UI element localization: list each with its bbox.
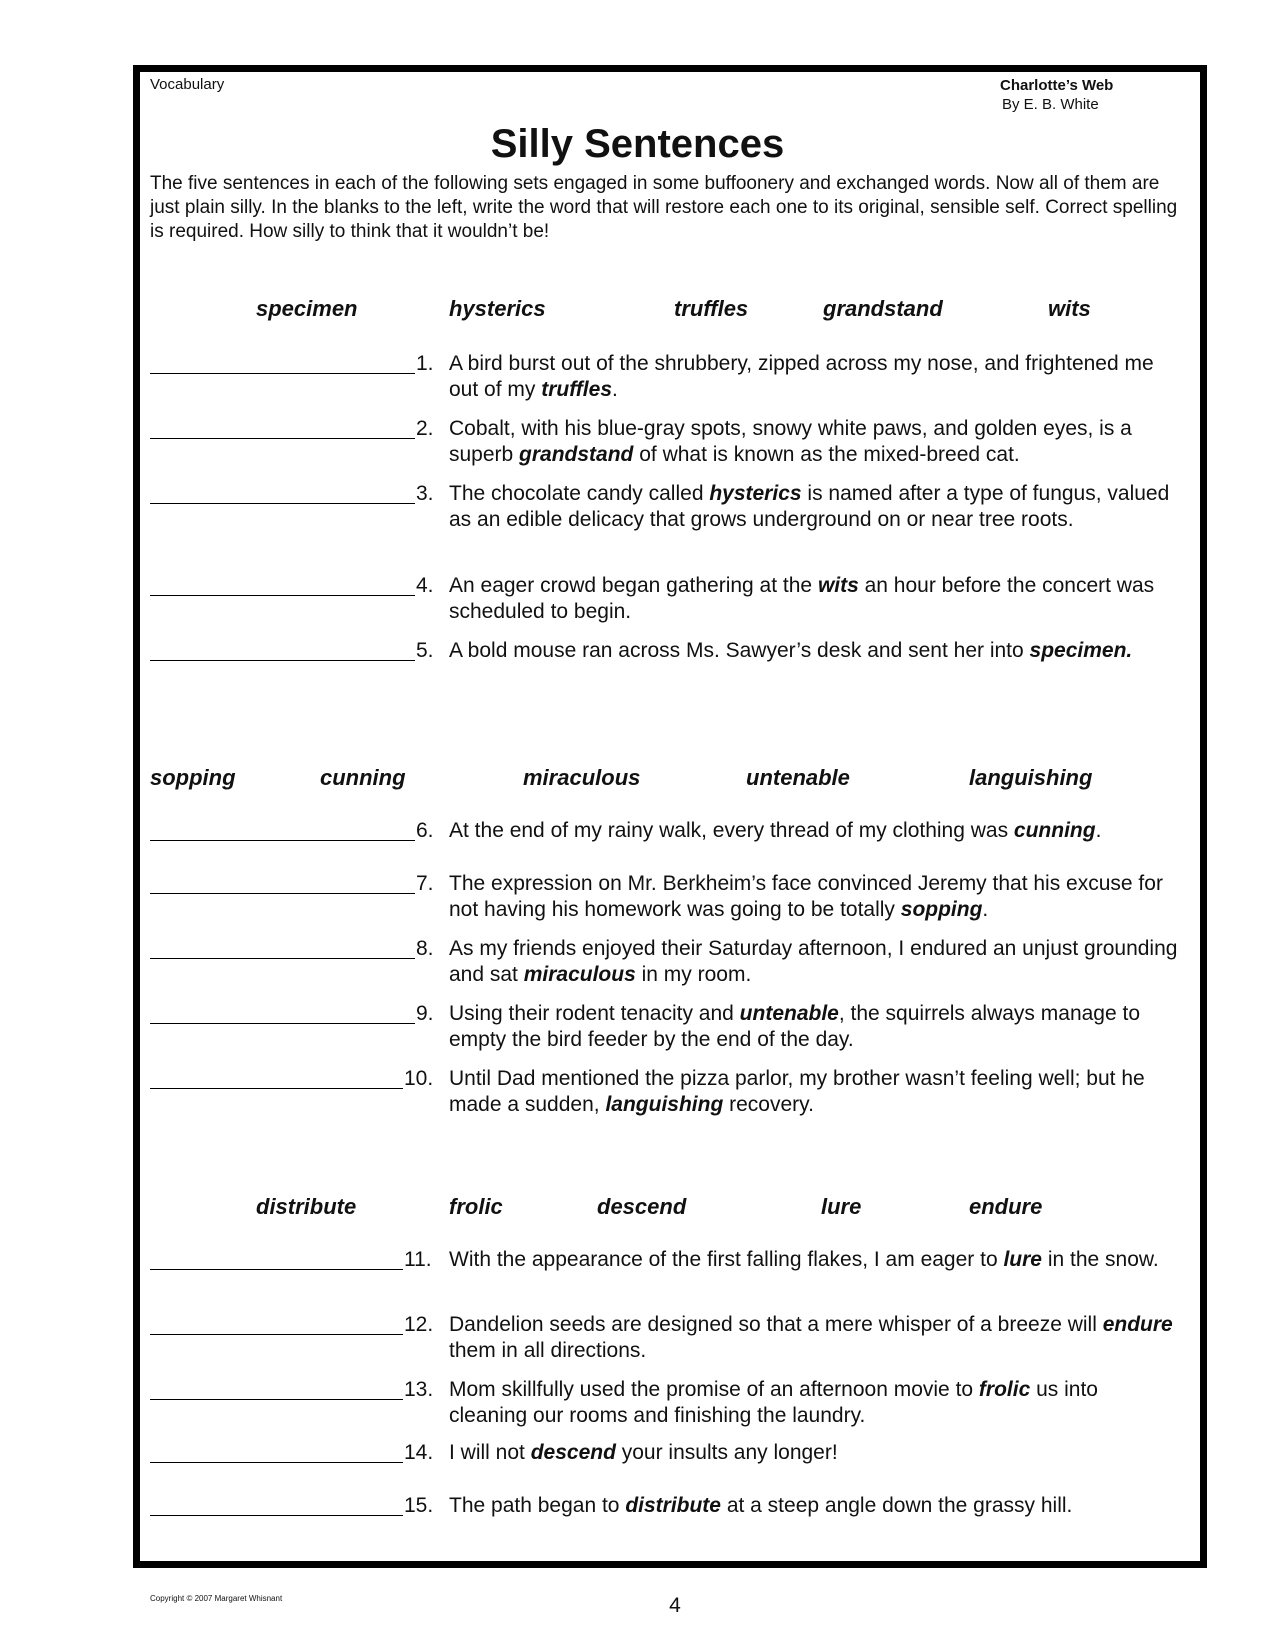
question-item xyxy=(150,481,1180,533)
question-number: 12. xyxy=(404,1313,434,1336)
answer-blank[interactable] xyxy=(150,351,415,374)
question-item xyxy=(150,638,1180,664)
book-info xyxy=(1000,76,1113,114)
question-text: The path began to distribute at a steep angle down the grassy hill. xyxy=(449,1494,1073,1517)
word-bank-item: hysterics xyxy=(449,296,546,321)
word-bank-item: wits xyxy=(1048,296,1091,321)
question-number: 2. xyxy=(416,417,434,440)
answer-blank[interactable] xyxy=(150,573,415,596)
silly-word: truffles xyxy=(541,378,612,401)
question-number: 10. xyxy=(404,1067,434,1090)
word-bank-item: languishing xyxy=(969,765,1093,790)
question-item xyxy=(150,1377,1180,1429)
answer-blank[interactable] xyxy=(150,818,415,841)
answer-blank[interactable] xyxy=(150,416,415,439)
answer-blank[interactable] xyxy=(150,1493,403,1516)
section-label: Vocabulary xyxy=(150,76,225,93)
silly-word: wits xyxy=(817,574,859,597)
answer-blank[interactable] xyxy=(150,936,415,959)
question-text: Until Dad mentioned the pizza parlor, my brother wasn’t feeling well; but he made a sudden, languishing recovery. xyxy=(449,1067,1145,1116)
silly-word: hysterics xyxy=(709,482,802,505)
question-number: 3. xyxy=(416,482,434,505)
question-text: With the appearance of the first falling flakes, I am eager to lure in the snow. xyxy=(449,1248,1159,1271)
silly-word: specimen. xyxy=(1029,639,1133,662)
question-text: An eager crowd began gathering at the wits an hour before the concert was scheduled to begin. xyxy=(449,574,1155,623)
silly-word: lure xyxy=(1003,1248,1042,1271)
word-bank-item: specimen xyxy=(256,296,358,321)
page-title: Silly Sentences xyxy=(490,122,785,166)
word-bank-item: frolic xyxy=(449,1194,503,1219)
question-number: 6. xyxy=(416,819,434,842)
question-number: 9. xyxy=(416,1002,434,1025)
question-text: Using their rodent tenacity and untenable, the squirrels always manage to empty the bird feeder by the end of the day. xyxy=(449,1002,1141,1051)
question-number: 4. xyxy=(416,574,434,597)
question-item xyxy=(150,573,1180,625)
answer-blank[interactable] xyxy=(150,481,415,504)
question-text: As my friends enjoyed their Saturday afternoon, I endured an unjust grounding and sat miraculous in my room. xyxy=(449,937,1178,986)
question-text: Mom skillfully used the promise of an afternoon movie to frolic us into cleaning our rooms and finishing the laundry. xyxy=(449,1378,1098,1427)
question-item xyxy=(150,1440,1180,1466)
word-bank-item: miraculous xyxy=(523,765,641,790)
question-number: 14. xyxy=(404,1441,434,1464)
silly-word: endure xyxy=(1102,1313,1173,1336)
question-number: 1. xyxy=(416,352,434,375)
question-item xyxy=(150,351,1180,403)
question-item xyxy=(150,936,1180,988)
question-text: Cobalt, with his blue-gray spots, snowy white paws, and golden eyes, is a superb grandstand of what is known as the mixed-breed cat. xyxy=(449,417,1132,466)
silly-word: miraculous xyxy=(523,963,636,986)
answer-blank[interactable] xyxy=(150,1312,403,1335)
question-item xyxy=(150,1247,1180,1273)
silly-word: distribute xyxy=(625,1494,721,1517)
word-bank-item: truffles xyxy=(674,296,749,321)
question-item xyxy=(150,1312,1180,1364)
question-number: 7. xyxy=(416,872,434,895)
question-text: The chocolate candy called hysterics is named after a type of fungus, valued as an edible delicacy that grows underground on or near tree roots. xyxy=(449,482,1170,531)
silly-word: untenable xyxy=(739,1002,839,1025)
silly-word: grandstand xyxy=(519,443,634,466)
question-number: 15. xyxy=(404,1494,434,1517)
word-bank-item: cunning xyxy=(320,765,406,790)
question-item xyxy=(150,1066,1180,1118)
question-item xyxy=(150,416,1180,468)
silly-word: cunning xyxy=(1013,819,1096,842)
answer-blank[interactable] xyxy=(150,871,415,894)
word-bank-item: untenable xyxy=(746,765,850,790)
page-number: 4 xyxy=(669,1594,681,1617)
word-bank-item: grandstand xyxy=(823,296,943,321)
question-number: 8. xyxy=(416,937,434,960)
answer-blank[interactable] xyxy=(150,1066,403,1089)
question-number: 11. xyxy=(404,1248,432,1271)
question-text: Dandelion seeds are designed so that a mere whisper of a breeze will endure them in all directions. xyxy=(449,1313,1173,1362)
silly-word: languishing xyxy=(605,1093,724,1116)
question-item xyxy=(150,871,1180,923)
question-text: At the end of my rainy walk, every thread of my clothing was cunning. xyxy=(449,819,1102,842)
silly-word: frolic xyxy=(978,1378,1031,1401)
question-text: A bold mouse ran across Ms. Sawyer’s desk and sent her into specimen. xyxy=(449,639,1133,662)
book-title: Charlotte’s Web xyxy=(1000,77,1114,94)
question-text: The expression on Mr. Berkheim’s face convinced Jeremy that his excuse for not having his homework was going to be totally sopping. xyxy=(449,872,1163,921)
instructions: The five sentences in each of the following sets engaged in some buffoonery and exchanged words. Now all of them are just plain silly. In the blanks to the left, write the word that will restore each one to its original, sensible self. Correct spelling is required. How silly to think that it wouldn’t be! xyxy=(150,173,1178,242)
word-bank-item: distribute xyxy=(256,1194,357,1219)
question-item xyxy=(150,818,1180,844)
answer-blank[interactable] xyxy=(150,1247,403,1270)
answer-blank[interactable] xyxy=(150,1001,415,1024)
copyright-notice: Copyright © 2007 Margaret Whisnant xyxy=(150,1594,283,1603)
question-text: A bird burst out of the shrubbery, zipped across my nose, and frightened me out of my truffles. xyxy=(449,352,1154,401)
word-bank-item: sopping xyxy=(150,765,236,790)
word-bank-item: descend xyxy=(597,1194,687,1219)
word-bank-item: endure xyxy=(969,1194,1043,1219)
question-item xyxy=(150,1493,1180,1519)
answer-blank[interactable] xyxy=(150,638,415,661)
answer-blank[interactable] xyxy=(150,1440,403,1463)
word-bank-item: lure xyxy=(821,1194,862,1219)
question-item xyxy=(150,1001,1180,1053)
silly-word: descend xyxy=(530,1441,616,1464)
silly-word: sopping xyxy=(900,898,983,921)
question-number: 5. xyxy=(416,639,434,662)
question-number: 13. xyxy=(404,1378,434,1401)
book-author: By E. B. White xyxy=(1002,96,1099,113)
question-text: I will not descend your insults any longer! xyxy=(449,1441,838,1464)
answer-blank[interactable] xyxy=(150,1377,403,1400)
